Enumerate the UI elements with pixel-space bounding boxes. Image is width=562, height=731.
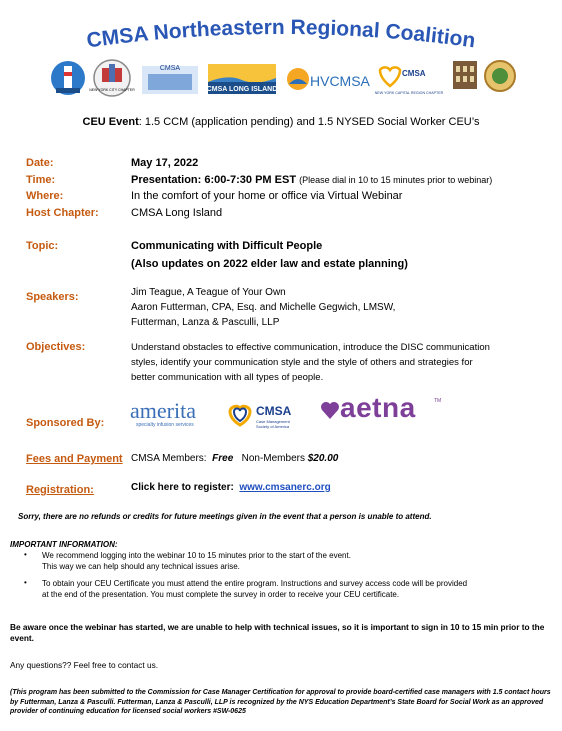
technical-issues-notice: Be aware once the webinar has started, we are unable to help with technical issues, so it is important to sign in 10 to 15 min prior to the event.	[10, 622, 545, 643]
registration-value: Click here to register: www.cmsanerc.org	[131, 482, 331, 493]
speaker-3: Futterman, Lanza & Pasculli, LLP	[131, 317, 280, 328]
svg-text:NEW YORK CAPITAL REGION CHAPTE: NEW YORK CAPITAL REGION CHAPTER	[374, 91, 444, 95]
where-label: Where:	[26, 190, 64, 202]
host-chapter-value: CMSA Long Island	[131, 207, 223, 219]
important-title: IMPORTANT INFORMATION:	[10, 540, 118, 549]
ceu-text: : 1.5 CCM (application pending) and 1.5 NYSED Social Worker CEU’s	[138, 116, 480, 128]
date-label: Date:	[26, 157, 54, 169]
lighthouse-logo	[50, 58, 86, 98]
page-title-text: CMSA Northeastern Regional Coalition	[85, 15, 477, 53]
important-item-1-line-1: We recommend logging into the webinar 10 to 15 minutes prior to the start of the event.	[42, 551, 351, 560]
important-item-2-line-2: at the end of the presentation. You must complete the survey in order to receive your CEU certificate.	[42, 590, 400, 599]
cmsa-long-island-logo	[208, 64, 276, 96]
objectives-line-2: styles, identify your communication style and the style of others and strategies for	[131, 357, 473, 368]
cmsa-logo-1	[140, 56, 200, 100]
page-title	[0, 6, 562, 62]
svg-text:CMSA LONG ISLAND: CMSA LONG ISLAND	[206, 86, 278, 93]
new-york-city-chapter-logo	[89, 58, 135, 98]
topic-label: Topic:	[26, 240, 59, 252]
questions-line: Any questions?? Feel free to contact us.	[10, 660, 159, 670]
objectives-line-3: better communication with all types of people.	[131, 372, 324, 383]
time-label: Time:	[26, 174, 56, 186]
objectives-line-1: Understand obstacles to effective communication, introduce the DISC communication	[131, 342, 490, 353]
svg-text:NEW YORK CITY CHAPTER: NEW YORK CITY CHAPTER	[89, 88, 135, 92]
host-chapter-label: Host Chapter:	[26, 207, 99, 219]
bullet-icon: •	[24, 550, 27, 559]
svg-text:CMSA: CMSA	[402, 69, 426, 78]
ceu-label: CEU Event	[82, 116, 139, 128]
objectives-label: Objectives:	[26, 341, 86, 353]
ceu-event-line	[0, 116, 562, 128]
sponsored-by-label: Sponsored By:	[26, 417, 105, 429]
speaker-2: Aaron Futterman, CPA, Esq. and Michelle Gegwich, LMSW,	[131, 302, 396, 313]
topic-line-1: Communicating with Difficult People	[131, 240, 323, 252]
building-logo	[452, 60, 478, 90]
chapter-logos	[50, 56, 512, 102]
svg-text:CMSA Northeastern Regional Coa	[85, 16, 476, 52]
fees-label: Fees and Payment	[26, 453, 123, 465]
footer-disclaimer: (This program has been submitted to the Commission for Case Manager Certification for approval to provide board-certified case managers with 1.5 contact hours by Futterman, Lanza & Pasculli. Futterman, Lanza & Pasculli, LLP is recognized by the NYS Education Department’s State Board for Social Work as an approved provider of continuing education for licensed social workers #SW-0625	[10, 689, 551, 715]
cmsa-new-york-capital-region-logo	[372, 60, 446, 98]
register-link[interactable]: www.cmsanerc.org	[239, 482, 331, 493]
registration-label: Registration:	[26, 484, 94, 496]
speaker-1: Jim Teague, A Teague of Your Own	[131, 287, 286, 298]
time-value: Presentation: 6:00-7:30 PM EST (Please dial in 10 to 15 minutes prior to webinar)	[131, 174, 493, 186]
time-note: (Please dial in 10 to 15 minutes prior to webinar)	[299, 175, 493, 185]
where-value: In the comfort of your home or office via Virtual Webinar	[131, 190, 403, 202]
topic-line-2: (Also updates on 2022 elder law and estate planning)	[131, 258, 408, 270]
bullet-icon: •	[24, 578, 27, 587]
amerita-logo: amerita specialty infusion services	[130, 398, 196, 428]
important-item-1-line-2: This way we can help should any technical issues arise.	[42, 562, 240, 571]
heart-icon	[226, 402, 254, 428]
svg-text:CMSA: CMSA	[159, 65, 181, 72]
refund-notice: Sorry, there are no refunds or credits for future meetings given in the event that a person is unable to attend.	[18, 512, 432, 521]
aetna-heart-icon	[320, 401, 340, 421]
fees-value: CMSA Members: Free Non-Members $20.00	[131, 453, 339, 464]
date-value: May 17, 2022	[131, 157, 199, 169]
svg-text:HVCMSA: HVCMSA	[310, 73, 370, 89]
hvcmsa-logo	[286, 62, 370, 96]
aetna-logo: aetna TM	[320, 394, 450, 428]
cmsa-sponsor-logo: CMSA Case Management Society of America	[226, 400, 306, 432]
speakers-label: Speakers:	[26, 291, 79, 303]
round-seal-logo	[484, 58, 516, 94]
important-item-2-line-1: To obtain your CEU Certificate you must attend the entire program. Instructions and survey access code will be provided	[42, 579, 468, 588]
